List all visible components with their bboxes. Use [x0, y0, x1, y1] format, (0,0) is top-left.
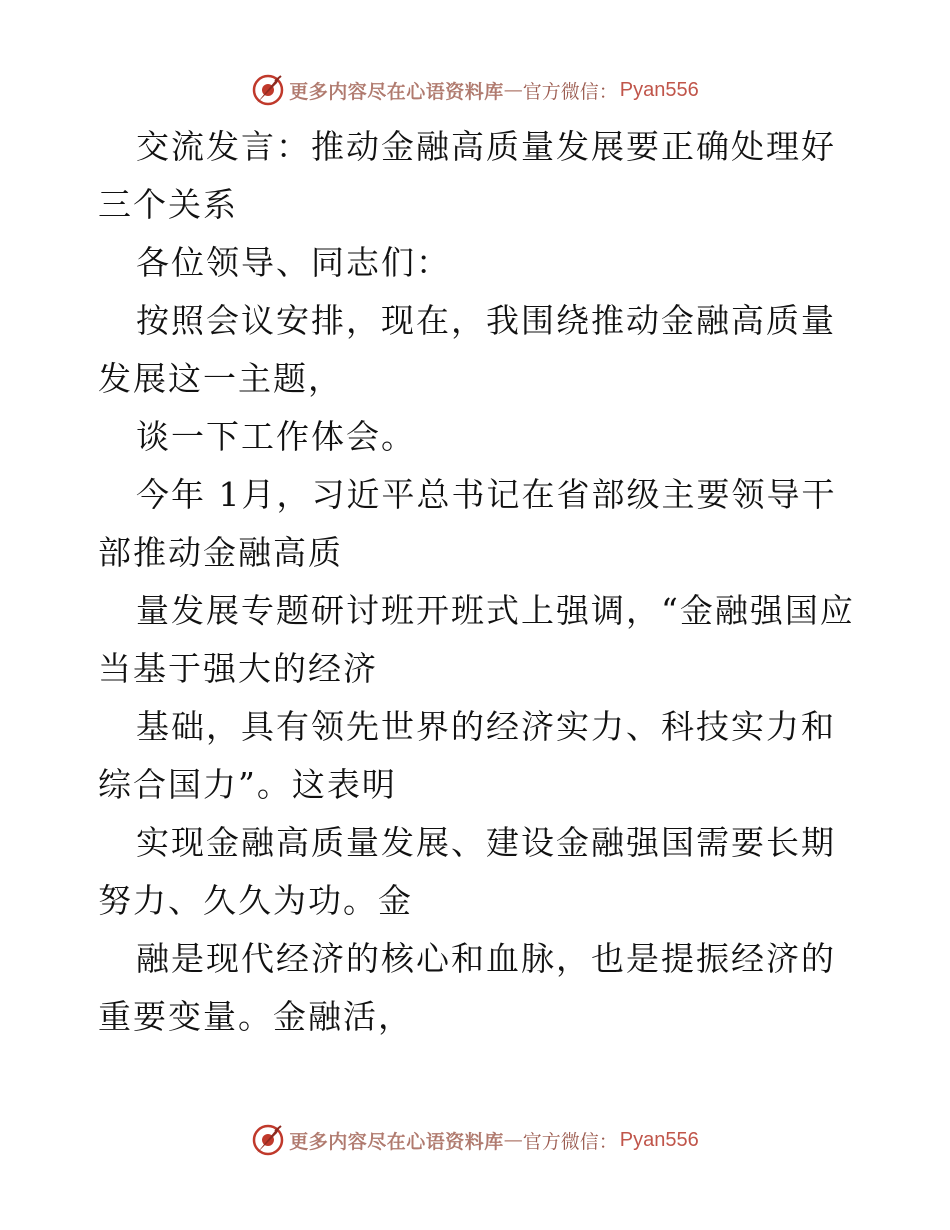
paragraph: 今年 1月，习近平总书记在省部级主要领导干部推动金融高质 [98, 475, 837, 572]
footer-banner[interactable] [0, 1120, 950, 1160]
paragraph: 按照会议安排，现在，我围绕推动金融高质量发展这一主题， [98, 301, 836, 398]
paragraph: 基础，具有领先世界的经济实力、科技实力和综合国力”。这表明 [98, 707, 836, 804]
banner-wechat-id: Pyan556 [619, 1128, 699, 1151]
banner-dash: — [503, 79, 523, 101]
paragraph: 量发展专题研讨班开班式上强调，“金融强国应当基于强大的经济 [98, 591, 855, 688]
paragraph: 实现金融高质量发展、建设金融强国需要长期努力、久久为功。金 [98, 823, 836, 920]
banner-slogan: 更多内容尽在心语资料库 [289, 80, 504, 103]
document-title: 交流发言：推动金融高质量发展要正确处理好三个关系 [98, 127, 836, 224]
banner-dash: — [503, 1129, 523, 1151]
paragraph: 谈一下工作体会。 [136, 417, 416, 456]
paragraph: 融是现代经济的核心和血脉，也是提振经济的重要变量。金融活， [98, 939, 836, 1036]
salutation: 各位领导、同志们： [136, 243, 451, 282]
banner-wechat-label: 官方微信： [522, 80, 618, 103]
document-body [98, 118, 858, 1046]
banner-wechat-label: 官方微信： [522, 1130, 618, 1153]
quill-logo-icon [251, 73, 285, 107]
quill-logo-icon [251, 1123, 285, 1157]
banner-wechat-id: Pyan556 [619, 78, 699, 101]
banner-slogan: 更多内容尽在心语资料库 [289, 1130, 504, 1153]
header-banner[interactable] [0, 70, 950, 110]
